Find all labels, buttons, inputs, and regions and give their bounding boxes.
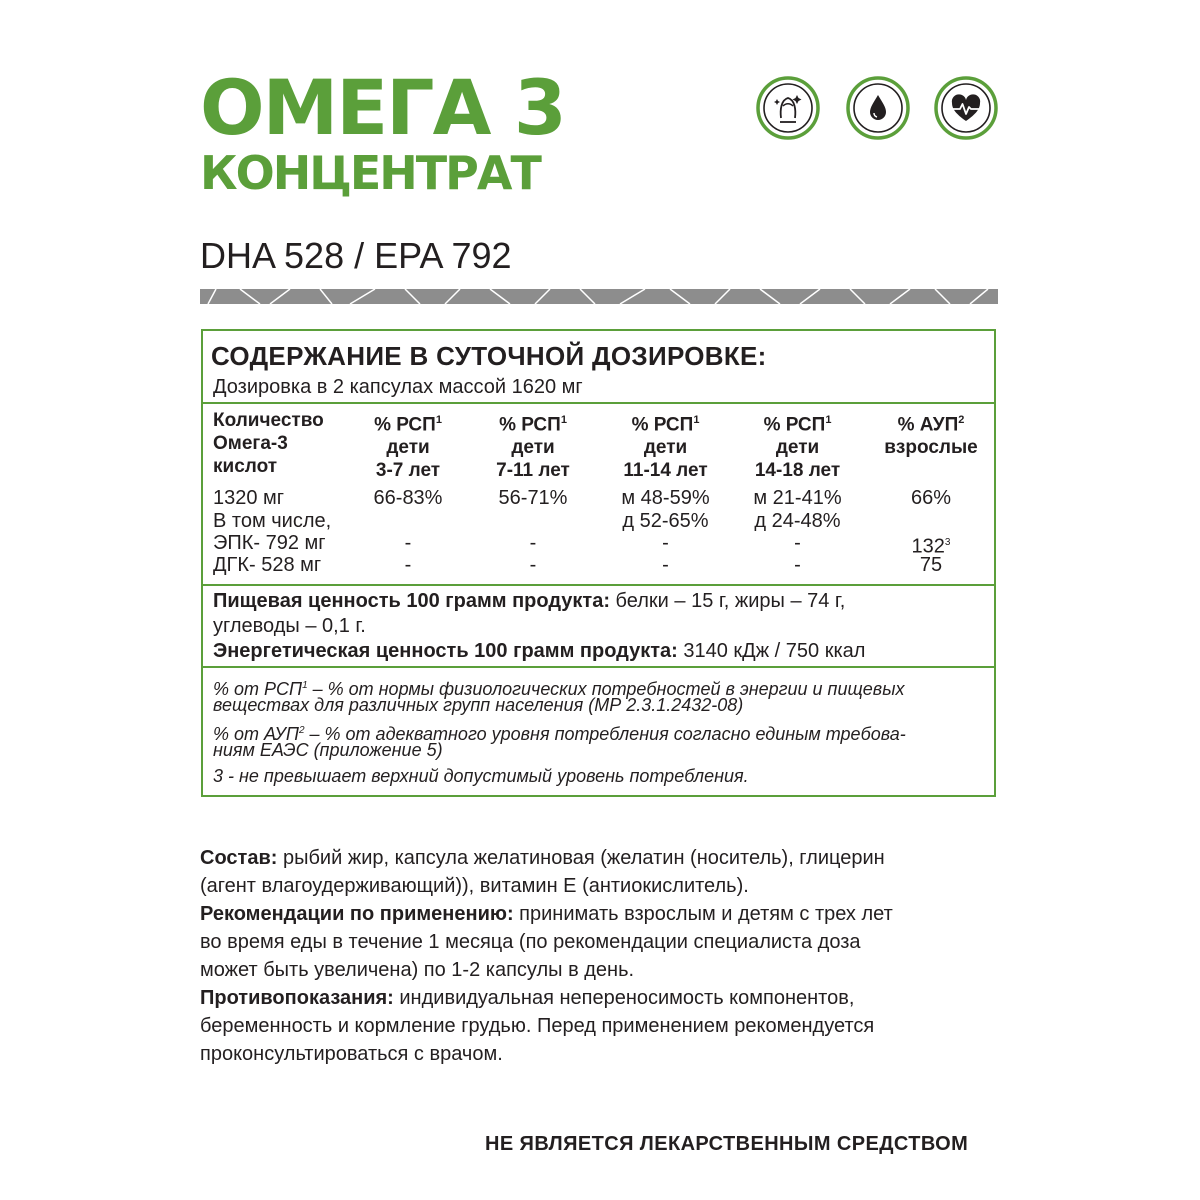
column-header-quantity: Количество Омега-3 кислот bbox=[213, 410, 324, 477]
row-epa-adults: $132^3$ bbox=[911, 535, 951, 558]
row-epa-7-11: - bbox=[529, 532, 537, 554]
footnote-2-cont: ниям ЕАЭС (приложение 5) bbox=[213, 740, 443, 760]
usage-line-1: Рекомендации по применению: принимать взрослым и детям с трех лет bbox=[200, 903, 893, 925]
row-total-14-18-girls: д 24-48% bbox=[754, 510, 841, 532]
facts-subtitle: Дозировка в 2 капсулах массой 1620 мг bbox=[213, 376, 583, 398]
row-total-11-14-girls: д 52-65% bbox=[622, 510, 709, 532]
row-total-11-14: м 48-59% bbox=[621, 487, 710, 509]
benefit-icons bbox=[756, 76, 1000, 142]
footnote-1-cont: веществах для различных групп населения (МР 2.3.1.2432-08) bbox=[213, 695, 744, 715]
footnote-2: % от АУП$^2$ – % от адекватного уровня потребления согласно единым требова- bbox=[213, 724, 906, 744]
row-epa-label: ЭПК- 792 мг bbox=[213, 532, 326, 554]
column-header-11-14: % РСП$^1$ дети 11-14 лет bbox=[623, 414, 708, 482]
column-header-adults: % АУП$^2$ взрослые bbox=[884, 414, 978, 459]
nutrition-facts-box bbox=[201, 329, 996, 797]
omega-dose-line: DHA 528 / EPA 792 bbox=[200, 235, 512, 276]
energy-line: Энергетическая ценность 100 грамм продукта: 3140 кДж / 750 ккал bbox=[213, 640, 866, 662]
composition-line-1: Состав: рыбий жир, капсула желатиновая (желатин (носитель), глицерин bbox=[200, 847, 885, 869]
decorative-stripe bbox=[200, 289, 998, 304]
usage-line-2: во время еды в течение 1 месяца (по рекомендации специалиста доза bbox=[200, 931, 861, 953]
row-total-label: 1320 мг bbox=[213, 487, 285, 509]
row-dha-11-14: - bbox=[662, 554, 669, 576]
beauty-face-icon bbox=[756, 76, 820, 140]
nutrition-line-1: Пищевая ценность 100 грамм продукта: белки – 15 г, жиры – 74 г, bbox=[213, 590, 846, 612]
drop-icon bbox=[846, 76, 910, 140]
nutrition-line-2: углеводы – 0,1 г. bbox=[213, 615, 366, 637]
contra-line-2: беременность и кормление грудью. Перед применением рекомендуется bbox=[200, 1015, 875, 1037]
column-header-7-11: % РСП$^1$ дети 7-11 лет bbox=[496, 414, 570, 482]
usage-line-3: может быть увеличена) по 1-2 капсулы в день. bbox=[200, 959, 635, 981]
row-epa-11-14: - bbox=[662, 532, 669, 554]
row-dha-adults: 75 bbox=[919, 554, 943, 576]
column-header-14-18: % РСП$^1$ дети 14-18 лет bbox=[754, 414, 841, 482]
contra-line-1: Противопоказания: индивидуальная непереносимость компонентов, bbox=[200, 987, 855, 1009]
row-dha-label: ДГК- 528 мг bbox=[213, 554, 322, 576]
row-total-14-18: м 21-41% bbox=[753, 487, 842, 509]
row-total-7-11: 56-71% bbox=[498, 487, 568, 509]
row-dha-14-18: - bbox=[794, 554, 801, 576]
product-title: ОМЕГА 3 bbox=[200, 63, 565, 152]
not-a-medicine-notice: НЕ ЯВЛЯЕТСЯ ЛЕКАРСТВЕННЫМ СРЕДСТВОМ bbox=[485, 1133, 969, 1155]
facts-title: СОДЕРЖАНИЕ В СУТОЧНОЙ ДОЗИРОВКЕ: bbox=[211, 341, 767, 371]
row-dha-3-7: - bbox=[404, 554, 412, 576]
column-header-3-7: % РСП$^1$ дети 3-7 лет bbox=[374, 414, 442, 482]
row-total-3-7: 66-83% bbox=[373, 487, 443, 509]
nutrition-values bbox=[203, 584, 994, 668]
contra-line-3: проконсультироваться с врачом. bbox=[200, 1043, 503, 1065]
facts-header bbox=[203, 331, 994, 404]
heart-pulse-icon bbox=[934, 76, 998, 140]
row-including-label: В том числе, bbox=[213, 510, 332, 532]
row-dha-7-11: - bbox=[529, 554, 537, 576]
composition-line-2: (агент влагоудерживающий)), витамин Е (антиокислитель). bbox=[200, 875, 749, 897]
row-total-adults: 66% bbox=[910, 487, 952, 509]
row-epa-3-7: - bbox=[404, 532, 412, 554]
product-subtitle: КОНЦЕНТРАТ bbox=[200, 146, 540, 200]
footnote-1: % от РСП$^1$ – % от нормы физиологических потребностей в энергии и пищевых bbox=[213, 679, 905, 699]
footnote-3: 3 - не превышает верхний допустимый уровень потребления. bbox=[213, 766, 749, 786]
row-epa-14-18: - bbox=[794, 532, 801, 554]
